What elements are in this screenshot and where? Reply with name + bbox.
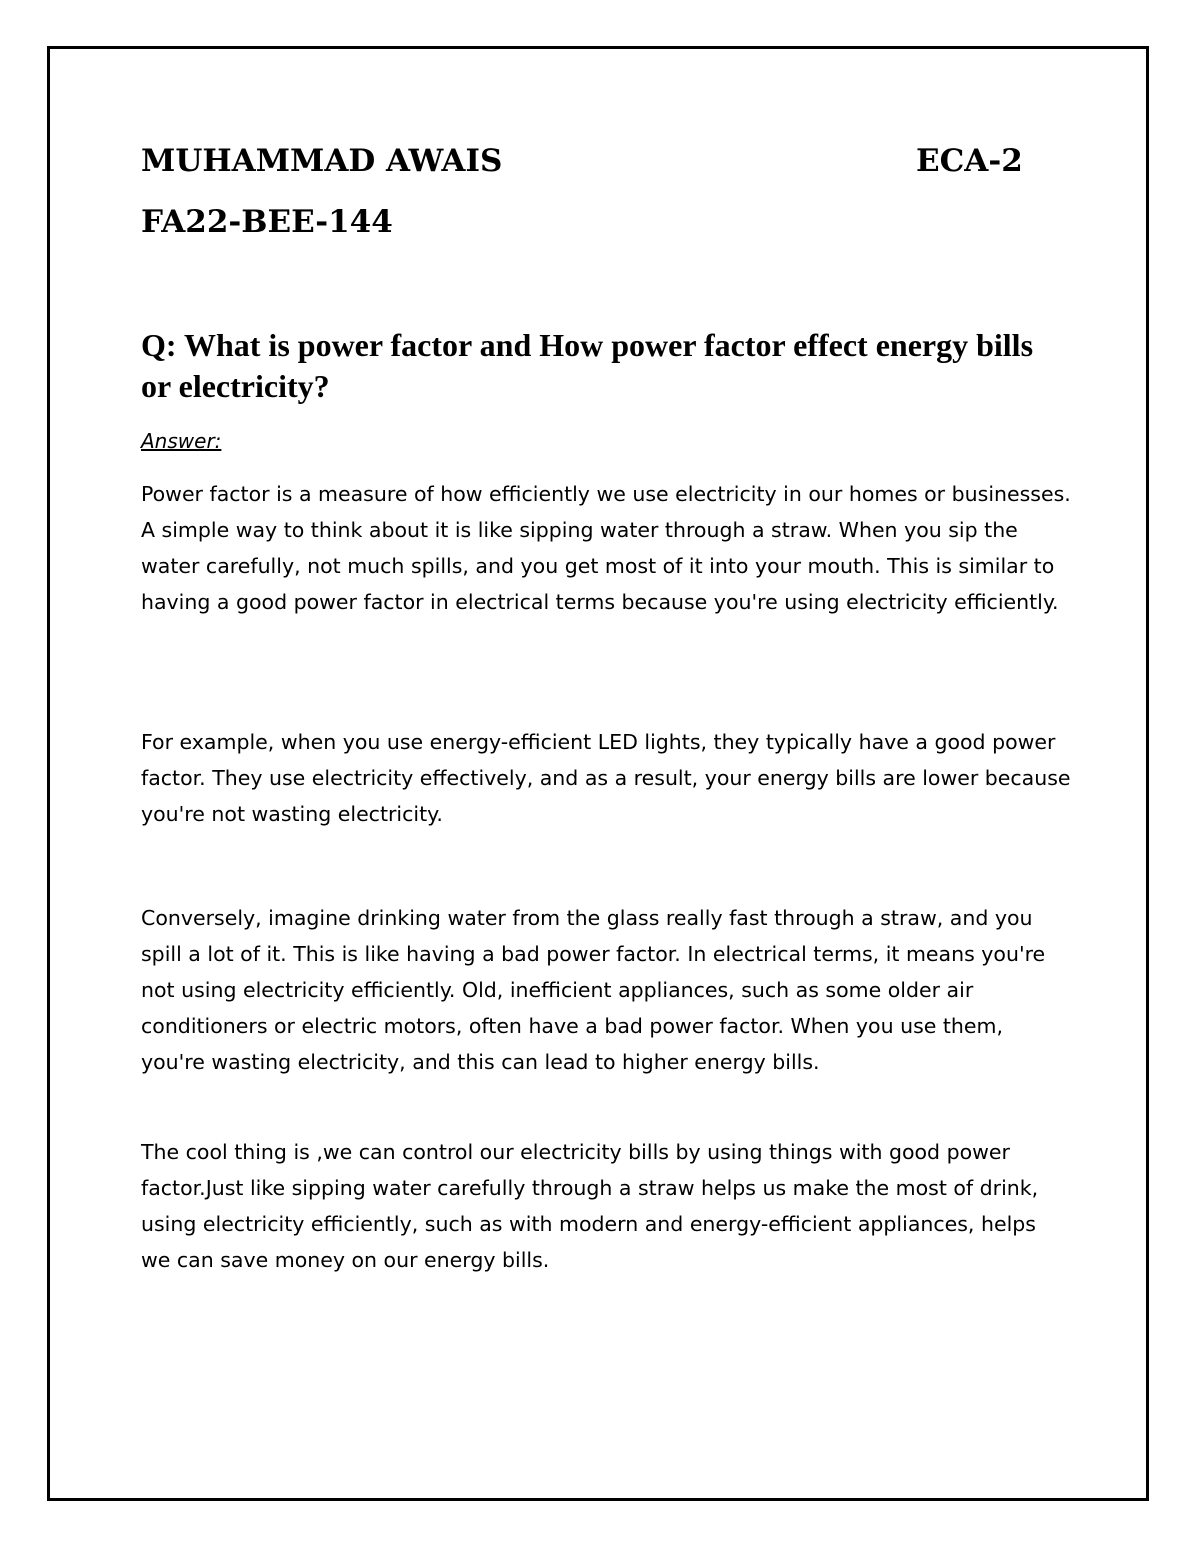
question-heading: Q: What is power factor and How power factor effect energy bills or electricity?	[141, 327, 1034, 404]
answer-label: Answer:	[141, 429, 222, 453]
answer-paragraph: Power factor is a measure of how efficiently we use electricity in our homes or businesses. A simple way to think about it is like sipping water through a straw. When you sip the water carefully, not much spills, and you get most of it into your mouth. This is similar to having a good power factor in electrical terms because you're using electricity efficiently.	[141, 482, 1071, 614]
student-id: FA22-BEE-144	[141, 204, 393, 240]
answer-paragraph: The cool thing is ,we can control our electricity bills by using things with good power factor.Just like sipping water carefully through a straw helps us make the most of drink, using electricity efficiently, such as with modern and energy-efficient appliances, helps we can save money on our energy bills.	[141, 1140, 1039, 1272]
course-code: ECA-2	[916, 143, 1023, 179]
student-name: MUHAMMAD AWAIS	[141, 143, 503, 179]
answer-paragraph: For example, when you use energy-efficient LED lights, they typically have a good power factor. They use electricity effectively, and as a result, your energy bills are lower because you're not wasting electricity.	[141, 730, 1071, 826]
answer-paragraph: Conversely, imagine drinking water from the glass really fast through a straw, and you spill a lot of it. This is like having a bad power factor. In electrical terms, it means you're not using electricity efficiently. Old, inefficient appliances, such as some older air conditioners or electric motors, often have a bad power factor. When you use them, you're wasting electricity, and this can lead to higher energy bills.	[141, 906, 1046, 1074]
